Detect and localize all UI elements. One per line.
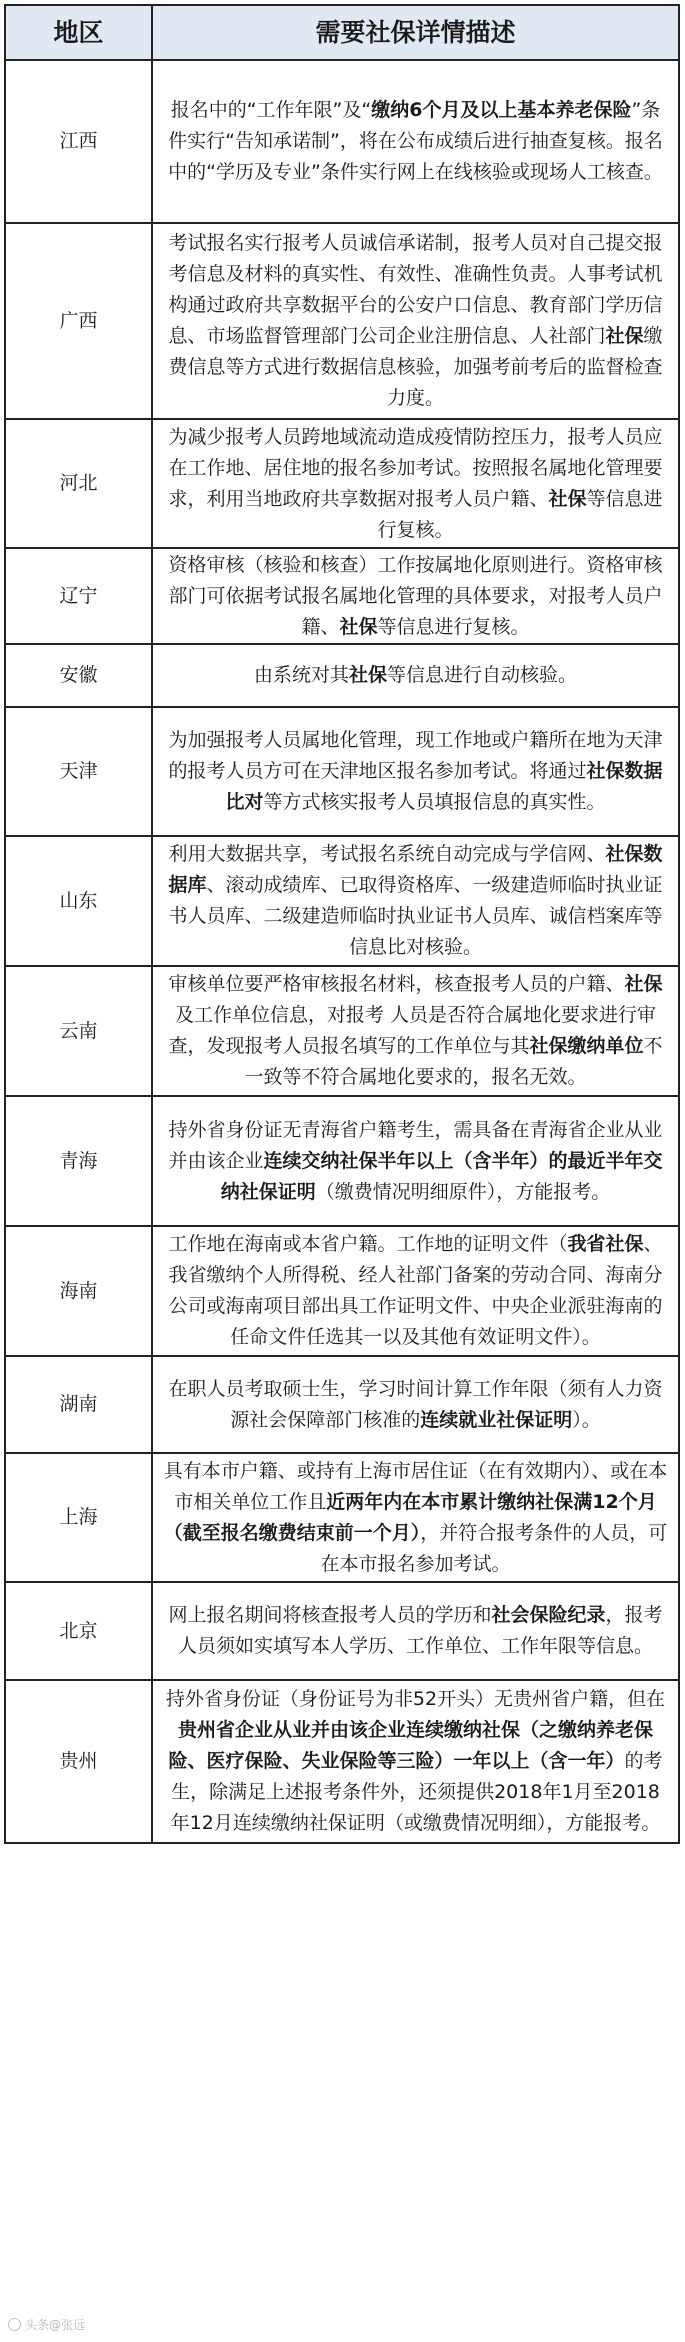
description-cell	[153, 1583, 680, 1679]
description-cell	[153, 1227, 680, 1355]
table-row	[4, 224, 680, 420]
description-cell	[153, 1454, 680, 1581]
description-text	[163, 1456, 668, 1580]
highlight-text: 贵州省企业从业并由该企业连续缴纳社保（之缴纳养老保险、医疗保险、失业保险等三险）一年以上（含一年）	[168, 1719, 653, 1772]
plain-text: 的考生，除满足上述报考条件外，还须提供2018年1月至2018年12月连续缴纳社保证明（或缴费情况明细），方能报考。	[170, 1750, 663, 1834]
watermark-text: 头条@张远	[25, 2318, 86, 2332]
highlight-text: 近两年内在本市累计缴纳社保满12个月（截至报名缴费结束前一个月）	[163, 1490, 657, 1544]
plain-text: 、滚动成绩库、已取得资格库、一级建造师临时执业证书人员库、二级建造师临时执业证书人员库、诚信档案库等信息比对核验。	[168, 874, 663, 958]
region-cell: 海南	[4, 1227, 153, 1355]
description-text	[163, 95, 668, 188]
description-text	[163, 839, 668, 963]
description-cell	[153, 1681, 680, 1842]
highlight-text: 社保	[348, 664, 387, 686]
table-row	[4, 1681, 680, 1844]
highlight-text: 社保	[624, 973, 663, 995]
description-text	[163, 1115, 668, 1208]
description-text	[163, 1600, 668, 1662]
plain-text: 为加强报考人员属地化管理，现工作地或户籍所在地为天津的报考人员方可在天津地区报名参加考试。将通过	[168, 729, 663, 782]
description-text	[163, 1374, 668, 1436]
region-cell: 辽宁	[4, 549, 153, 643]
social-security-table	[4, 4, 680, 1844]
region-cell: 贵州	[4, 1681, 153, 1842]
highlight-text: 我省社保	[567, 1233, 644, 1255]
region-cell: 青海	[4, 1097, 153, 1225]
table-row	[4, 420, 680, 549]
table-row	[4, 61, 680, 224]
description-cell	[153, 967, 680, 1095]
description-text	[163, 725, 668, 818]
plain-text: 不一致等不符合属地化要求的，报名无效。	[244, 1035, 663, 1088]
table-header	[4, 6, 680, 61]
description-cell	[153, 420, 680, 547]
description-text	[254, 660, 577, 691]
table-row	[4, 967, 680, 1097]
highlight-text: 缴纳6个月及以上基本养老保险	[371, 99, 632, 121]
region-cell: 江西	[4, 61, 153, 222]
highlight-text: 社保	[548, 487, 587, 510]
plain-text: 等信息进行复核。	[377, 487, 663, 541]
header-description: 需要社保详情描述	[153, 6, 680, 59]
region-cell: 上海	[4, 1454, 153, 1581]
highlight-text: 社保缴纳单位	[529, 1035, 644, 1057]
description-text	[163, 1684, 668, 1839]
plain-text: 审核单位要严格审核报名材料，核查报考人员的户籍、	[168, 973, 625, 995]
table-row	[4, 645, 680, 708]
plain-text: （缴费情况明细原件），方能报考。	[315, 1180, 611, 1203]
highlight-text: 社保数据库	[168, 843, 663, 896]
table-row	[4, 708, 680, 837]
plain-text: ，并符合报考条件的人员，可在本市报名参加考试。	[320, 1521, 668, 1575]
table-row	[4, 1097, 680, 1227]
watermark	[8, 2316, 85, 2333]
plain-text: 工作地在海南或本省户籍。工作地的证明文件（	[168, 1233, 568, 1255]
description-cell	[153, 224, 680, 418]
description-cell	[153, 645, 680, 706]
table-row	[4, 837, 680, 967]
table-row	[4, 1454, 680, 1583]
description-text	[163, 550, 668, 643]
region-cell: 湖南	[4, 1357, 153, 1452]
plain-text: 为减少报考人员跨地域流动造成疫情防控压力，报考人员应在工作地、居住地的报名参加考试。按照报名属地化管理要求，利用当地政府共享数据对报考人员户籍、	[168, 425, 663, 510]
plain-text: 资格审核（核验和核查）工作按属地化原则进行。资格审核部门可依据考试报名属地化管理的具体要求，对报考人员户籍、	[168, 553, 663, 638]
region-cell: 北京	[4, 1583, 153, 1679]
highlight-text: 社保	[339, 615, 378, 638]
plain-text: 考试报名实行报考人员诚信承诺制，报考人员对自己提交报考信息及材料的真实性、有效性、准确性负责。人事考试机构通过政府共享数据平台的公安户口信息、教育部门学历信息、市场监督管理部门公司企业注册信息、人社部门	[168, 232, 663, 347]
region-cell: 河北	[4, 420, 153, 547]
highlight-text: 社保	[605, 325, 644, 347]
description-text	[163, 969, 668, 1093]
description-cell	[153, 549, 680, 643]
plain-text: 等信息进行自动核验。	[387, 664, 578, 686]
table-row	[4, 1357, 680, 1454]
plain-text: 及工作单位信息，对报考 人员是否符合属地化要求进行审查，发现报考人员报名填写的工作单位与其	[168, 1004, 657, 1057]
header-region: 地区	[4, 6, 153, 59]
description-text	[163, 422, 668, 546]
plain-text: 在职人员考取硕士生，学习时间计算工作年限（须有人力资源社会保障部门核准的	[168, 1377, 663, 1431]
highlight-text: 连续就业社保证明	[420, 1408, 573, 1431]
watermark-icon	[8, 2318, 21, 2331]
description-cell	[153, 61, 680, 222]
region-cell: 安徽	[4, 645, 153, 706]
description-cell	[153, 1097, 680, 1225]
plain-text: 、我省缴纳个人所得税、经人社部门备案的劳动合同、海南分公司或海南项目部出具工作证明文件、中央企业派驻海南的任命文件任选其一以及其他有效证明文件）。	[168, 1233, 663, 1348]
description-cell	[153, 1357, 680, 1452]
table-row	[4, 549, 680, 645]
description-cell	[153, 837, 680, 965]
region-cell: 广西	[4, 224, 153, 418]
plain-text: 报名中的“工作年限”及“	[170, 99, 372, 121]
plain-text: 持外省身份证无青海省户籍考生，需具备在青海省企业从业并由该企业	[168, 1118, 663, 1172]
plain-text: 等信息进行复核。	[377, 615, 530, 638]
plain-text: 缴费信息等方式进行数据信息核验，加强考前考后的监督检查力度。	[168, 325, 663, 409]
highlight-text: 社保数据比对	[225, 760, 663, 813]
highlight-text: 社会保险纪录	[491, 1604, 606, 1626]
table-row	[4, 1583, 680, 1681]
description-text	[163, 1229, 668, 1353]
plain-text: ”条件实行“告知承诺制”，将在公布成绩后进行抽查复核。报名中的“学历及专业”条件实行网上在线核验或现场人工核查。	[168, 99, 663, 183]
table-row	[4, 1227, 680, 1357]
plain-text: 持外省身份证（身份证号为非52开头）无贵州省户籍，但在	[165, 1688, 666, 1710]
description-cell	[153, 708, 680, 835]
highlight-text: 连续交纳社保半年以上（含半年）的最近半年交纳社保证明	[220, 1149, 663, 1203]
plain-text: 利用大数据共享，考试报名系统自动完成与学信网、	[168, 843, 606, 865]
plain-text: 等方式核实报考人员填报信息的真实性。	[263, 791, 606, 813]
region-cell: 山东	[4, 837, 153, 965]
region-cell: 天津	[4, 708, 153, 835]
plain-text: ，报考人员须如实填写本人学历、工作单位、工作年限等信息。	[177, 1604, 663, 1657]
table-body	[4, 61, 680, 1844]
plain-text: 具有本市户籍、或持有上海市居住证（在有效期内）、或在本市相关单位工作且	[163, 1459, 668, 1513]
plain-text: 网上报名期间将核查报考人员的学历和	[168, 1604, 492, 1626]
region-cell: 云南	[4, 967, 153, 1095]
plain-text: 由系统对其	[253, 664, 349, 686]
plain-text: ）。	[572, 1408, 601, 1431]
description-text	[163, 228, 668, 414]
